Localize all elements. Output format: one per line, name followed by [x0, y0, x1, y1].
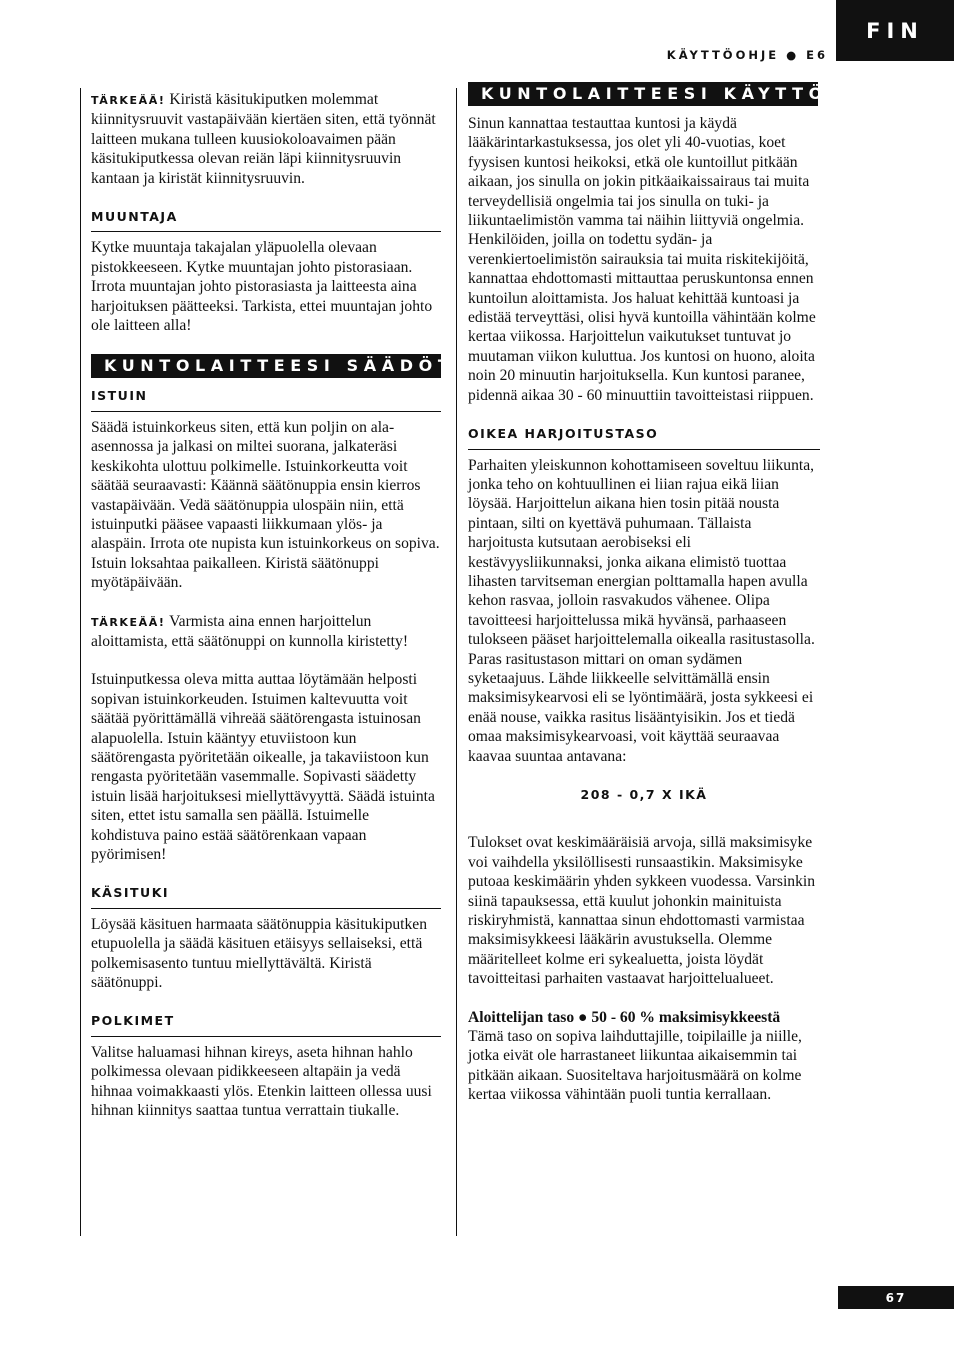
heading-istuin: ISTUIN: [91, 386, 441, 411]
important-label: TÄRKEÄÄ!: [91, 94, 166, 107]
level-heading: Aloittelijan taso ● 50 - 60 % maksimisykkeestä: [468, 1008, 781, 1026]
running-header: KÄYTTÖOHJE ● E6: [666, 48, 828, 62]
heading-oikea-harjoitustaso: OIKEA HARJOITUSTASO: [468, 424, 820, 449]
important-text: Kiristä käsitukiputken molemmat kiinnitysruuvit vastapäivään kiertäen siten, että työnnät laitteen mukana tulleen kuusiokoloavaimen pään käsitukiputkessa olevan reiän läpi kiinnitysruuvin kantaan ja kiristät kiinnitysruuvin.: [91, 91, 436, 187]
paragraph-level: Tämä taso on sopiva laihduttajille, toipilaille ja niille, jotka eivät ole harrastaneet liikuntaa aikaisemmin tai pitkään aikaan. Suositeltava harjoitusmäärä on kolme kertaa viikossa vähintään puoli tuntia kerrallaan.: [468, 1028, 802, 1104]
paragraph-intro: Sinun kannattaa testauttaa kuntosi ja käydä lääkärintarkastuksessa, jos olet yli 40-vuotias, koet fyysisen kuntosi heikoksi, etkä ole kuntoillut pitkään aikaan, jos sinulla on jokin pitkäaikaissairaus tai muita terveydellisiä ongelmia tai jos sinulla on tuki- ja liikuntaelimistön vamma tai näihin liittyviä ongelmia. Henkilöiden, joilla on todettu sydän- ja verenkiertoelimistön sairauksia tai muita riskitekijöitä, kannattaa ehdottomasti mittauttaa peruskuntonsa ennen kuntoilun aloittamista. Jos haluat kehittää kuntoasi ja edistää terveyttäsi, olisi hyvä kuntoilla vähintään kolme kertaa viikossa. Harjoittelun vaikutukset tuntuvat jo muutaman viikon kuluttua. Jos kuntosi on huono, aloita noin 20 minuutin harjoituksella. Kun kuntosi paranee, pidennä aikaa 30 - 60 minuuttiin tavoitteistasi riippuen.: [468, 115, 816, 404]
heading-muuntaja: MUUNTAJA: [91, 207, 441, 232]
section-title-adjustments: KUNTOLAITTEESI SÄÄDÖT: [91, 354, 441, 378]
section-title-usage: KUNTOLAITTEESI KÄYTTÖ: [468, 82, 818, 106]
heading-polkimet: POLKIMET: [91, 1011, 441, 1036]
paragraph-results: Tulokset ovat keskimääräisiä arvoja, sillä maksimisyke voi vaihdella yksilöllisesti runsaastikin. Maksimisyke putoaa keskimäärin yhden sykkeen vuodessa. Varsinkin siinä tapauksessa, että kuulut johonkin mainituista riskiryhmistä, kannattaa sinun ehdottomasti varmistaa maksimisykkeesi lääkärin avustuksella. Olemme määritelleet kolme eri sykealuetta, joista löydät tavoitteitasi parhaiten vastaavat harjoittelualueet.: [468, 834, 816, 988]
paragraph-istuin: Säädä istuinkorkeus siten, että kun poljin on ala-asennossa ja jalkasi on miltei suorana, jalkateräsi keskikohta ulottuu polkimelle. Istuinkorkeutta voit säätää seuraavasti: Käännä säätönuppia ensin kierros vastapäivään. Vedä säätönuppia ulospäin niin, että istuinputki pääsee vapaasti liikkumaan ylös- ja alaspäin. Irrota ote nupista kun istuinkorkeus on sopiva. Istuin loksahtaa paikalleen. Kiristä säätönuppi myötäpäivään.: [91, 418, 440, 592]
paragraph-polkimet: Valitse haluamasi hihnan kireys, aseta hihnan hahlo polkimessa olevaan pidikkeeseen altapäin ja vedä hihnaa voimakkaasti ylös. Etenkin laitteen ollessa uusi hihnan kiinnitys saattaa tuntua verrattain tiukalle.: [91, 1043, 432, 1120]
important-note-seat: [91, 612, 441, 652]
left-column: [91, 90, 455, 1139]
paragraph-oikea-harjoitustaso: Parhaiten yleiskunnon kohottamiseen soveltuu liikunta, jonka teho on kohtuullinen ei liian rajua eikä liian löysää. Harjoittelun aikana hien tosin pitää nousta pintaan, silti on kyettävä puhumaan. Tällaista harjoitusta kutsutaan aerobiseksi eli kestävyysliikunnaksi, jonka aikana elimistö tuottaa lihasten tarvitseman energian polttamalla hapen avulla kehon rasvaa, jolloin rasvakudos vähenee. Olipa tavoitteesi harjoittelussa mikä hyvänsä, parhaaseen tulokseen pääset harjoittelemalla oikealla rasitustasolla. Paras rasitustason mittari on oman sydämen syketaajuus. Lähde liikkeelle selvittämällä ensin maksimisykearvosi eli se lyöntimäärä, josta sykkeesi ei enää nouse, vaikka rasitus lisääntyisikin. Jos et tiedä omaa maksimisykearvoasi, voit käyttää seuraavaa kaavaa suuntaa antavana:: [468, 456, 815, 765]
column-divider: [456, 88, 457, 1236]
left-column-rule: [80, 88, 81, 1236]
paragraph-kasituki: Löysää käsituen harmaata säätönuppia käsitukiputken etupuolella ja säädä käsituen etäisyys sellaiseksi, että polkemisasento tuntuu miellyttävältä. Kiristä säätönuppi.: [91, 915, 428, 992]
heart-rate-formula: 208 - 0,7 X IKÄ: [580, 787, 708, 802]
language-tab: FIN: [836, 0, 954, 61]
important-label: TÄRKEÄÄ!: [91, 615, 166, 629]
paragraph-istuin-tilt: Istuinputkessa oleva mitta auttaa löytämään helposti sopivan istuinkorkeuden. Istuimen kaltevuutta voit säätää pyörittämällä vihreää säätörengasta istuinosan alapuolella. Istuin kääntyy etuviistoon kun säätörengasta pyöritetään oikealle, ja takaviistoon kun rengasta pyöritetään vasemmalle. Sopivasti säädetty istuin lisää harjoituksesi miellyttävyyttä. Säädä istuinta siten, ettet istu samalla sen päällä. Istuimelle kohdistuva paino estää säätörenkaan vapaan pyörimisen!: [91, 671, 435, 863]
page-number: 67: [838, 1286, 954, 1309]
important-note-handlebar: [91, 90, 441, 188]
important-text: Varmista aina ennen harjoittelun aloittamista, että säätönuppi on kunnolla kiristetty!: [91, 612, 409, 650]
paragraph-muuntaja: Kytke muuntaja takajalan yläpuolella olevaan pistokkeeseen. Kytke muuntajan johto pistorasiaan. Irrota muuntajan johto pistorasiasta ja laitteesta aina harjoituksen päätteeksi. Tarkista, ettei muuntajan johto ole laitteen alla!: [91, 239, 433, 335]
heading-kasituki: KÄSITUKI: [91, 883, 441, 908]
right-column: [468, 114, 820, 1105]
